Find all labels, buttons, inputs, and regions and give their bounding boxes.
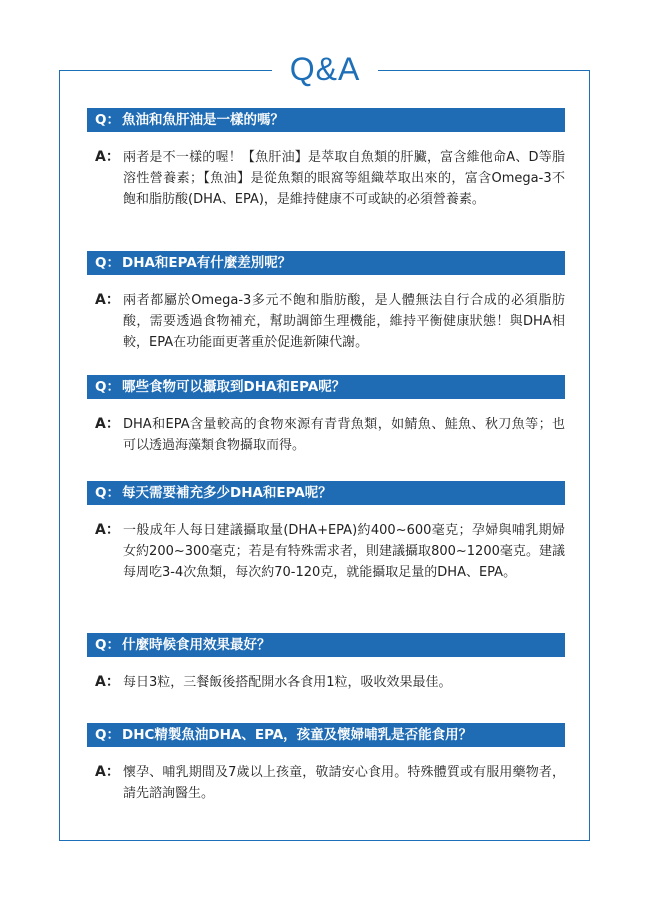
answer-prefix: A：: [95, 416, 120, 432]
question-bar: [87, 723, 565, 747]
answer-prefix: A：: [95, 522, 120, 538]
answer-prefix: A：: [95, 674, 120, 690]
answer-row: [87, 762, 565, 804]
question-bar: [87, 108, 565, 132]
question-text: 每天需要補充多少DHA和EPA呢？: [121, 485, 332, 501]
question-prefix: Q：: [95, 379, 120, 395]
qa-item: [87, 108, 565, 210]
qa-item: [87, 375, 565, 456]
question-text: 魚油和魚肝油是一樣的嗎？: [121, 112, 284, 128]
question-text: 什麼時候食用效果最好？: [121, 637, 271, 653]
answer-text: 一般成年人每日建議攝取量(DHA+EPA)約400~600毫克；孕婦與哺乳期婦女約200~300毫克；若是有特殊需求者，則建議攝取800~1200毫克。建議每周吃3-4次魚類，每次約70-120克，就能攝取足量的DHA、EPA。: [123, 523, 565, 580]
answer-text: 兩者是不一樣的喔！【魚肝油】是萃取自魚類的肝臟，富含維他命A、D等脂溶性營養素；【魚油】是從魚類的眼窩等組織萃取出來的，富含Omega-3不飽和脂肪酸(DHA、EPA)，是維持健康不可或缺的必須營養素。: [123, 150, 565, 207]
question-bar: [87, 251, 565, 275]
qa-item: [87, 481, 565, 583]
answer-text: 兩者都屬於Omega-3多元不飽和脂肪酸，是人體無法自行合成的必須脂肪酸，需要透過食物補充，幫助調節生理機能，維持平衡健康狀態！與DHA相較，EPA在功能面更著重於促進新陳代謝。: [123, 293, 565, 350]
answer-text: 每日3粒，三餐飯後搭配開水各食用1粒，吸收效果最佳。: [123, 675, 452, 690]
qa-item: [87, 633, 565, 693]
answer-text: 懷孕、哺乳期間及7歲以上孩童，敬請安心食用。特殊體質或有服用藥物者，請先諮詢醫生。: [123, 765, 565, 801]
question-text: 哪些食物可以攝取到DHA和EPA呢？: [121, 379, 346, 395]
question-prefix: Q：: [95, 112, 120, 128]
question-bar: [87, 481, 565, 505]
answer-prefix: A：: [95, 292, 120, 308]
question-prefix: Q：: [95, 727, 120, 743]
answer-text: DHA和EPA含量較高的食物來源有青背魚類，如鯖魚、鮭魚、秋刀魚等；也可以透過海藻類食物攝取而得。: [123, 417, 565, 453]
qa-item: [87, 723, 565, 804]
question-prefix: Q：: [95, 637, 120, 653]
qa-title-wrap: [0, 44, 650, 94]
answer-prefix: A：: [95, 149, 120, 165]
page-title: Q&A: [272, 44, 379, 94]
question-text: DHA和EPA有什麼差別呢？: [121, 255, 292, 271]
qa-item: [87, 251, 565, 353]
answer-row: [87, 672, 565, 693]
answer-row: [87, 414, 565, 456]
question-bar: [87, 375, 565, 399]
answer-row: [87, 520, 565, 583]
question-prefix: Q：: [95, 255, 120, 271]
question-text: DHC精製魚油DHA、EPA，孩童及懷婦哺乳是否能食用？: [121, 727, 473, 743]
answer-prefix: A：: [95, 764, 120, 780]
question-prefix: Q：: [95, 485, 120, 501]
answer-row: [87, 147, 565, 210]
question-bar: [87, 633, 565, 657]
answer-row: [87, 290, 565, 353]
